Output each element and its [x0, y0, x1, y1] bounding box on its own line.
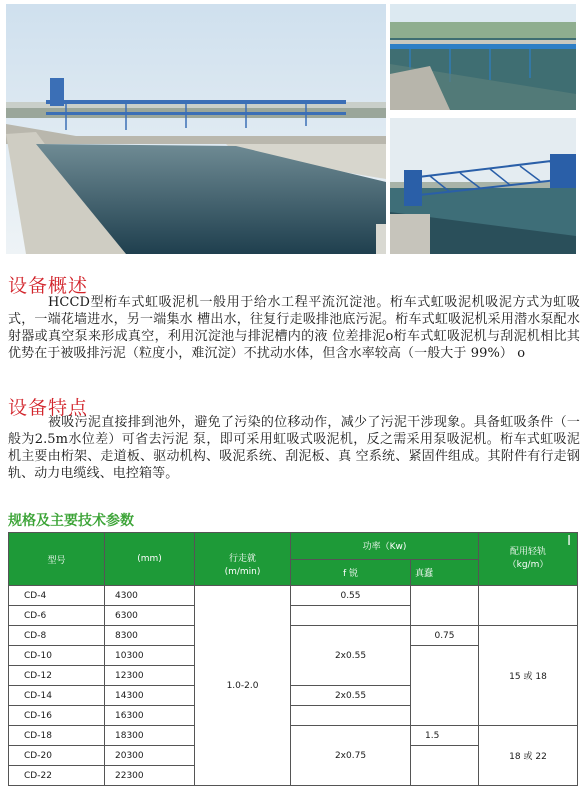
cell-power-a-empty: [291, 706, 411, 726]
header-span: (mm): [105, 533, 195, 586]
spec-table-title: 规格及主要技术参数: [8, 513, 134, 529]
cell-model: CD-18: [9, 726, 105, 746]
cell-power-b: 1.5: [411, 726, 479, 746]
cell-power-a: 2x0.55: [291, 626, 411, 686]
cell-power-b-empty: [411, 586, 479, 626]
cell-rail: 15 或 18: [479, 626, 578, 726]
features-paragraph: 被吸污泥直接排到池外，避免了污染的位移动作，减少了污泥干涉现象。具备虹吸条件（一般为2.5m水位差）可省去污泥 泵，即可采用虹吸式吸泥机，反之需采用泵吸泥机。桁车式虹吸泥机主要由桁架、走道板、驱动机构、吸泥系统、刮泥板、真 空系统、紧固件组成。其附件有行走钢轨、动力电缆线、电控箱等。: [8, 415, 580, 481]
cell-model: CD-10: [9, 646, 105, 666]
sedimentation-tank-photo: [6, 4, 386, 254]
cell-model: CD-4: [9, 586, 105, 606]
bridge-over-tank-photo: [390, 4, 576, 110]
cell-span: 20300: [105, 746, 195, 766]
cell-power-b-empty: [411, 646, 479, 726]
table-row: [9, 586, 578, 606]
cell-span: 14300: [105, 686, 195, 706]
cell-span: 6300: [105, 606, 195, 626]
cell-model: CD-16: [9, 706, 105, 726]
cell-model: CD-8: [9, 626, 105, 646]
table-header-row: [9, 533, 578, 560]
cell-span: 10300: [105, 646, 195, 666]
cell-power-b: 0.75: [411, 626, 479, 646]
cell-model: CD-6: [9, 606, 105, 626]
cell-span: 4300: [105, 586, 195, 606]
header-power-a: f 锐: [291, 559, 411, 586]
cell-span: 12300: [105, 666, 195, 686]
header-rail: 配用轻轨 （kg/m） I: [479, 533, 578, 586]
cell-model: CD-20: [9, 746, 105, 766]
cell-span: 22300: [105, 766, 195, 786]
header-model: 型号: [9, 533, 105, 586]
cell-power-a: 2x0.55: [291, 686, 411, 706]
cell-power-a-empty: [291, 606, 411, 626]
cell-span: 8300: [105, 626, 195, 646]
cell-rail: 18 或 22: [479, 726, 578, 786]
cell-model: CD-12: [9, 666, 105, 686]
header-speed: 行走就 (m/min): [195, 533, 291, 586]
spec-table: [8, 532, 578, 786]
cell-model: CD-14: [9, 686, 105, 706]
table-row: [9, 726, 578, 746]
header-power-b: 真蠢: [411, 559, 479, 586]
overview-paragraph: HCCD型桁车式虹吸泥机一般用于给水工程平流沉淀池。桁车式虹吸泥机吸泥方式为虹吸式，一端花墙进水，另一端集水 槽出水，往复行走吸排池底污泥。桁车式虹吸泥机采用潜水泵配水射器或真空泵来形成真空，利用沉淀池与排泥槽内的液 位差排泥o桁车式虹吸泥机与刮泥机相比其优势在于被吸排污泥（粒度小，难沉淀）不扰动水体，但含水率较高（一般大于 99%） o: [8, 295, 580, 361]
cell-power-a: 0.55: [291, 586, 411, 606]
cell-span: 18300: [105, 726, 195, 746]
header-power: 功率（Kw): [291, 533, 479, 560]
cell-rail-empty: [479, 586, 578, 626]
cell-span: 16300: [105, 706, 195, 726]
cell-power-a: 2x0.75: [291, 726, 411, 786]
cell-model: CD-22: [9, 766, 105, 786]
cell-speed: 1.0-2.0: [195, 586, 291, 786]
features-heading: 设备特点: [8, 397, 89, 419]
bridge-mechanism-photo: [390, 118, 576, 254]
overview-heading: 设备概述: [8, 275, 89, 297]
table-row: [9, 626, 578, 646]
rail-mark: I: [567, 534, 571, 549]
